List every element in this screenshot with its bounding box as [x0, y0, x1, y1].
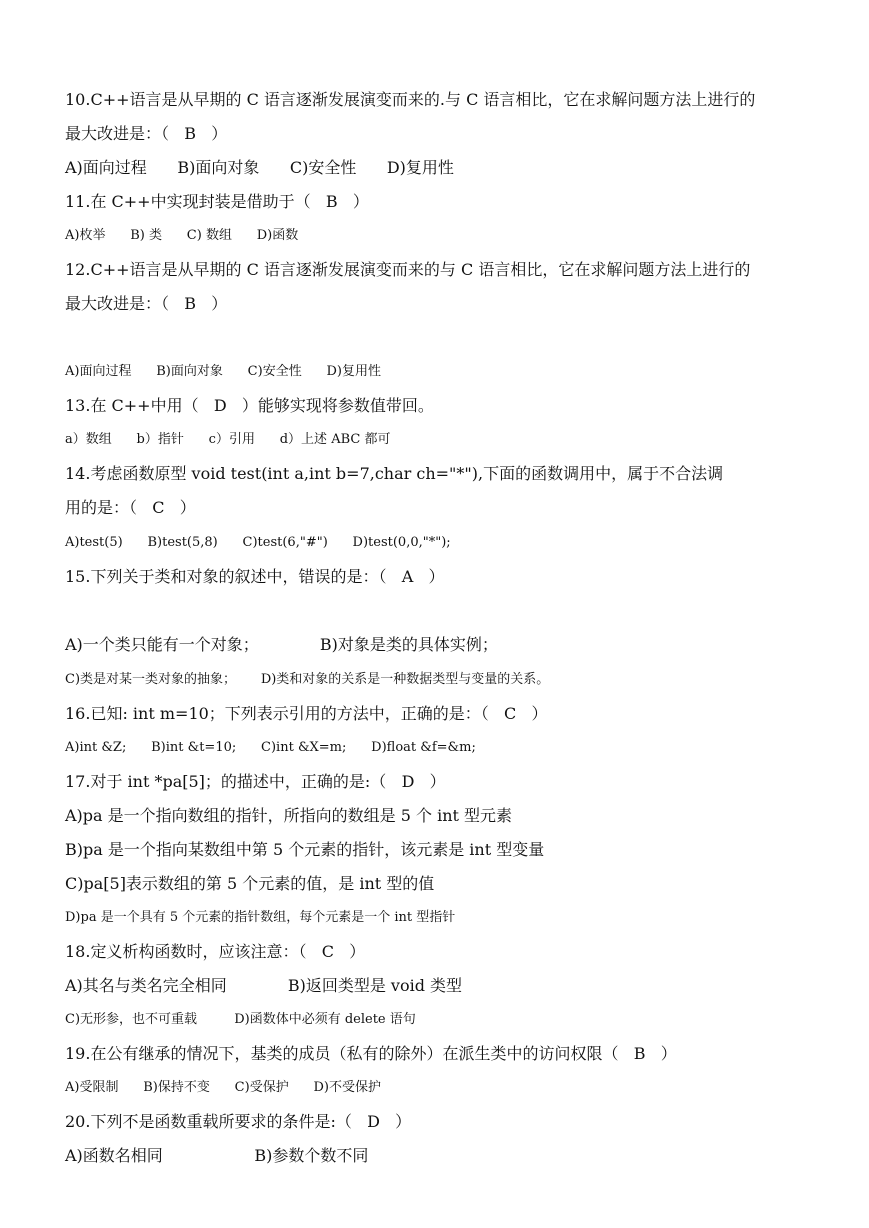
q16-stem: 16.已知: int m=10；下列表示引用的方法中，正确的是：（ C ）: [65, 704, 548, 723]
q12-stem-line-1: 12.C++语言是从早期的 C 语言逐渐发展演变而来的与 C 语言相比，它在求解问题方法上进行的: [65, 260, 751, 279]
q19-options: A)受限制 B)保持不变 C)受保护 D)不受保护: [65, 1080, 381, 1095]
q20-options: A)函数名相同 B)参数个数不同: [65, 1146, 369, 1165]
q13-stem: 13.在 C++中用（ D ）能够实现将参数值带回。: [65, 396, 434, 415]
q10-options: A)面向过程 B)面向对象 C)安全性 D)复用性: [65, 158, 454, 177]
q15-options-line-2: C)类是对某一类对象的抽象； D)类和对象的关系是一种数据类型与变量的关系。: [65, 672, 550, 687]
q12-stem-line-2: 最大改进是：（ B ）: [65, 294, 228, 313]
q11-options: A)枚举 B) 类 C) 数组 D)函数: [65, 228, 299, 243]
q18-options-line-2: C)无形参，也不可重载 D)函数体中必须有 delete 语句: [65, 1012, 416, 1027]
q15-stem: 15.下列关于类和对象的叙述中，错误的是：（ A ）: [65, 567, 445, 586]
q10-stem-line-1: 10.C++语言是从早期的 C 语言逐渐发展演变而来的.与 C 语言相比，它在求解问题方法上进行的: [65, 90, 756, 109]
q18-stem: 18.定义析构函数时，应该注意：（ C ）: [65, 942, 366, 961]
q17-option-d: D)pa 是一个具有 5 个元素的指针数组，每个元素是一个 int 型指针: [65, 910, 456, 925]
q16-options: A)int &Z; B)int &t=10; C)int &X=m; D)float &f=&m;: [65, 740, 476, 755]
q20-stem: 20.下列不是函数重载所要求的条件是:（ D ）: [65, 1112, 412, 1131]
q17-option-b: B)pa 是一个指向某数组中第 5 个元素的指针，该元素是 int 型变量: [65, 840, 545, 859]
q13-options: a）数组 b）指针 c）引用 d）上述 ABC 都可: [65, 432, 391, 447]
q19-stem: 19.在公有继承的情况下，基类的成员（私有的除外）在派生类中的访问权限（ B ）: [65, 1044, 677, 1063]
q18-options-line-1: A)其名与类名完全相同 B)返回类型是 void 类型: [65, 976, 463, 995]
q12-options: A)面向过程 B)面向对象 C)安全性 D)复用性: [65, 364, 381, 379]
q17-stem: 17.对于 int *pa[5]；的描述中，正确的是:（ D ）: [65, 772, 446, 791]
q17-option-c: C)pa[5]表示数组的第 5 个元素的值，是 int 型的值: [65, 874, 435, 893]
q14-options: A)test(5) B)test(5,8) C)test(6,"#") D)test(0,0,"*");: [65, 535, 451, 550]
q14-stem-line-1: 14.考虑函数原型 void test(int a,int b=7,char ch="*"),下面的函数调用中，属于不合法调: [65, 464, 724, 483]
q10-stem-line-2: 最大改进是：（ B ）: [65, 124, 228, 143]
q14-stem-line-2: 用的是：（ C ）: [65, 498, 196, 517]
q17-option-a: A)pa 是一个指向数组的指针，所指向的数组是 5 个 int 型元素: [65, 806, 513, 825]
q15-options-line-1: A)一个类只能有一个对象； B)对象是类的具体实例；: [65, 635, 498, 654]
q11-stem: 11.在 C++中实现封装是借助于（ B ）: [65, 192, 369, 211]
